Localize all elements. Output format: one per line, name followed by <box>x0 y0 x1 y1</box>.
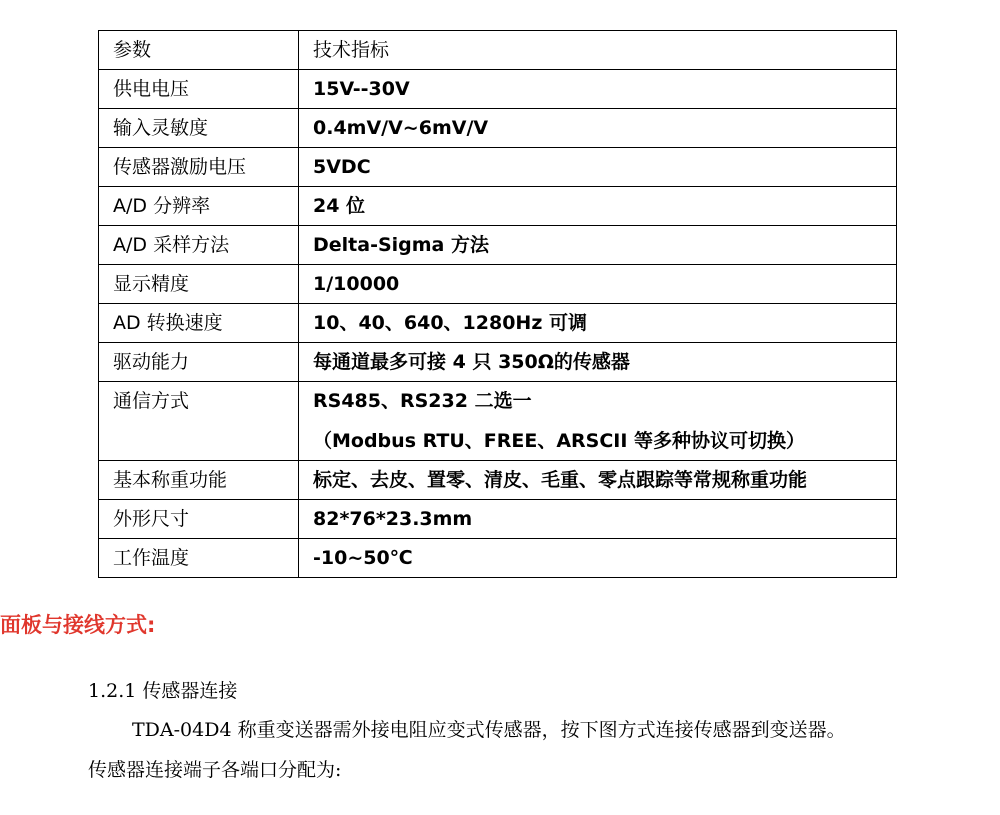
header-value: 技术指标 <box>299 31 897 70</box>
table-row <box>99 226 897 265</box>
section-heading: 面板与接线方式: <box>0 613 156 637</box>
row-value-line2: （Modbus RTU、FREE、ARSCII 等多种协议可切换） <box>313 430 806 452</box>
table-row <box>99 382 897 461</box>
table-row <box>99 539 897 578</box>
table-row <box>99 187 897 226</box>
table-row <box>99 304 897 343</box>
row-param: 供电电压 <box>99 70 299 109</box>
row-value: 15V--30V <box>299 70 897 109</box>
table-row <box>99 265 897 304</box>
header-param: 参数 <box>99 31 299 70</box>
row-param: 显示精度 <box>99 265 299 304</box>
row-value: 1/10000 <box>299 265 897 304</box>
row-value: 每通道最多可接 4 只 350Ω的传感器 <box>299 343 897 382</box>
row-param: 外形尺寸 <box>99 500 299 539</box>
table-row <box>99 70 897 109</box>
table-row <box>99 461 897 500</box>
row-param: 通信方式 <box>99 382 299 461</box>
table-row <box>99 109 897 148</box>
row-param: 基本称重功能 <box>99 461 299 500</box>
table-row <box>99 343 897 382</box>
row-value: -10~50℃ <box>299 539 897 578</box>
row-param: 传感器激励电压 <box>99 148 299 187</box>
row-value: 24 位 <box>299 187 897 226</box>
row-value: 82*76*23.3mm <box>299 500 897 539</box>
table-row <box>99 500 897 539</box>
row-param: 工作温度 <box>99 539 299 578</box>
row-value: 5VDC <box>299 148 897 187</box>
row-value-line1: RS485、RS232 二选一 <box>313 390 532 412</box>
row-value: Delta-Sigma 方法 <box>299 226 897 265</box>
body-paragraph-line1: TDA-04D4 称重变送器需外接电阻应变式传感器，按下图方式连接传感器到变送器。 <box>132 719 846 741</box>
row-value: 标定、去皮、置零、清皮、毛重、零点跟踪等常规称重功能 <box>299 461 897 500</box>
row-param: 驱动能力 <box>99 343 299 382</box>
table-row <box>99 148 897 187</box>
row-param: A/D 分辨率 <box>99 187 299 226</box>
table-header-row <box>99 31 897 70</box>
body-paragraph-line2: 传感器连接端子各端口分配为: <box>88 759 342 781</box>
row-value-multiline <box>299 382 897 461</box>
row-param: AD 转换速度 <box>99 304 299 343</box>
row-value: 10、40、640、1280Hz 可调 <box>299 304 897 343</box>
spec-table <box>98 30 897 578</box>
row-value: 0.4mV/V~6mV/V <box>299 109 897 148</box>
row-param: 输入灵敏度 <box>99 109 299 148</box>
row-param: A/D 采样方法 <box>99 226 299 265</box>
subsection-title: 1.2.1 传感器连接 <box>88 680 238 702</box>
